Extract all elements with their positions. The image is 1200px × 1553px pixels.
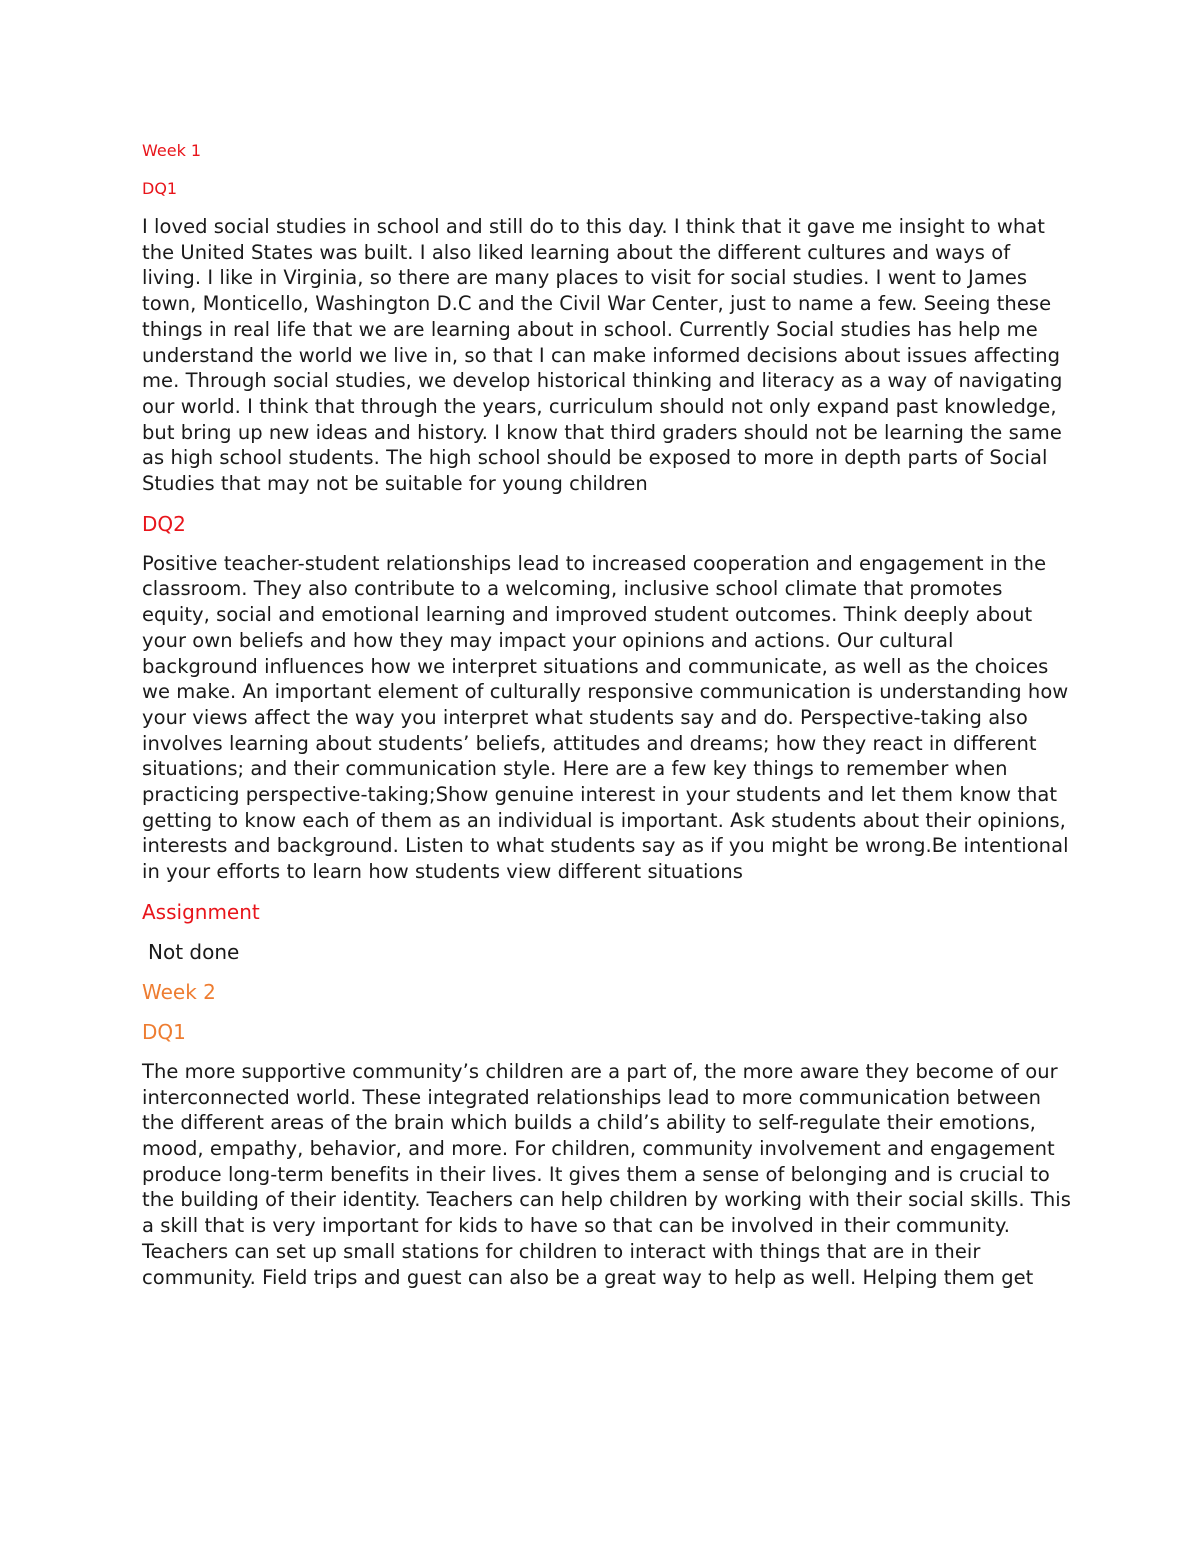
week1-dq1-text: I loved social studies in school and still do to this day. I think that it gave me insight to what the United States was built. I also liked learning about the different cultures and ways of living. I like in Virginia, so there are many places to visit for social studies. I went to James town, Monticello, Washington D.C and the Civil War Center, just to name a few. Seeing these things in real life that we are learning about in school. Currently Social studies has help me understand the world we live in, so that I can make informed decisions about issues affecting me. Through social studies, we develop historical thinking and literacy as a way of navigating our world. I think that through the years, curriculum should not only expand past knowledge, but bring up new ideas and history. I know that third graders should not be learning the same as high school students. The high school should be exposed to more in depth parts of Social Studies that may not be suitable for young children [142,215,1063,496]
week1-title: Week 1 [142,141,202,160]
week1-dq1-label: DQ1 [142,179,178,198]
week1-assignment-text: Not done [148,939,240,964]
week2-dq1-label: DQ1 [142,1019,186,1044]
week2-dq1-text: The more supportive community’s children are a part of, the more aware they become of our interconnected world. These integrated relationships lead to more communication between the different areas of the brain which builds a child’s ability to self-regulate their emotions, mood, empathy, behavior, and more. For children, community involvement and engagement produce long-term benefits in their lives. It gives them a sense of belonging and is crucial to the building of their identity. Teachers can help children by working with their social skills. This a skill that is very important for kids to have so that can be involved in their community. Teachers can set up small stations for children to interact with things that are in their community. Field trips and guest can also be a great way to help as well. Helping them get [142,1059,1071,1289]
week1-dq2-label: DQ2 [142,511,186,536]
document-page [142,140,1072,1290]
week1-assignment-label: Assignment [142,899,260,924]
week2-title: Week 2 [142,979,216,1004]
week1-dq2-text: Positive teacher-student relationships lead to increased cooperation and engagement in the classroom. They also contribute to a welcoming, inclusive school climate that promotes equity, social and emotional learning and improved student outcomes. Think deeply about your own beliefs and how they may impact your opinions and actions. Our cultural background influences how we interpret situations and communicate, as well as the choices we make. An important element of culturally responsive communication is understanding how your views affect the way you interpret what students say and do. Perspective-taking also involves learning about students’ beliefs, attitudes and dreams; how they react in different situations; and their communication style. Here are a few key things to remember when practicing perspective-taking;Show genuine interest in your students and let them know that getting to know each of them as an individual is important. Ask students about their opinions, interests and background. Listen to what students say as if you might be wrong.Be intentional in your efforts to learn how students view different situations [142,551,1069,884]
